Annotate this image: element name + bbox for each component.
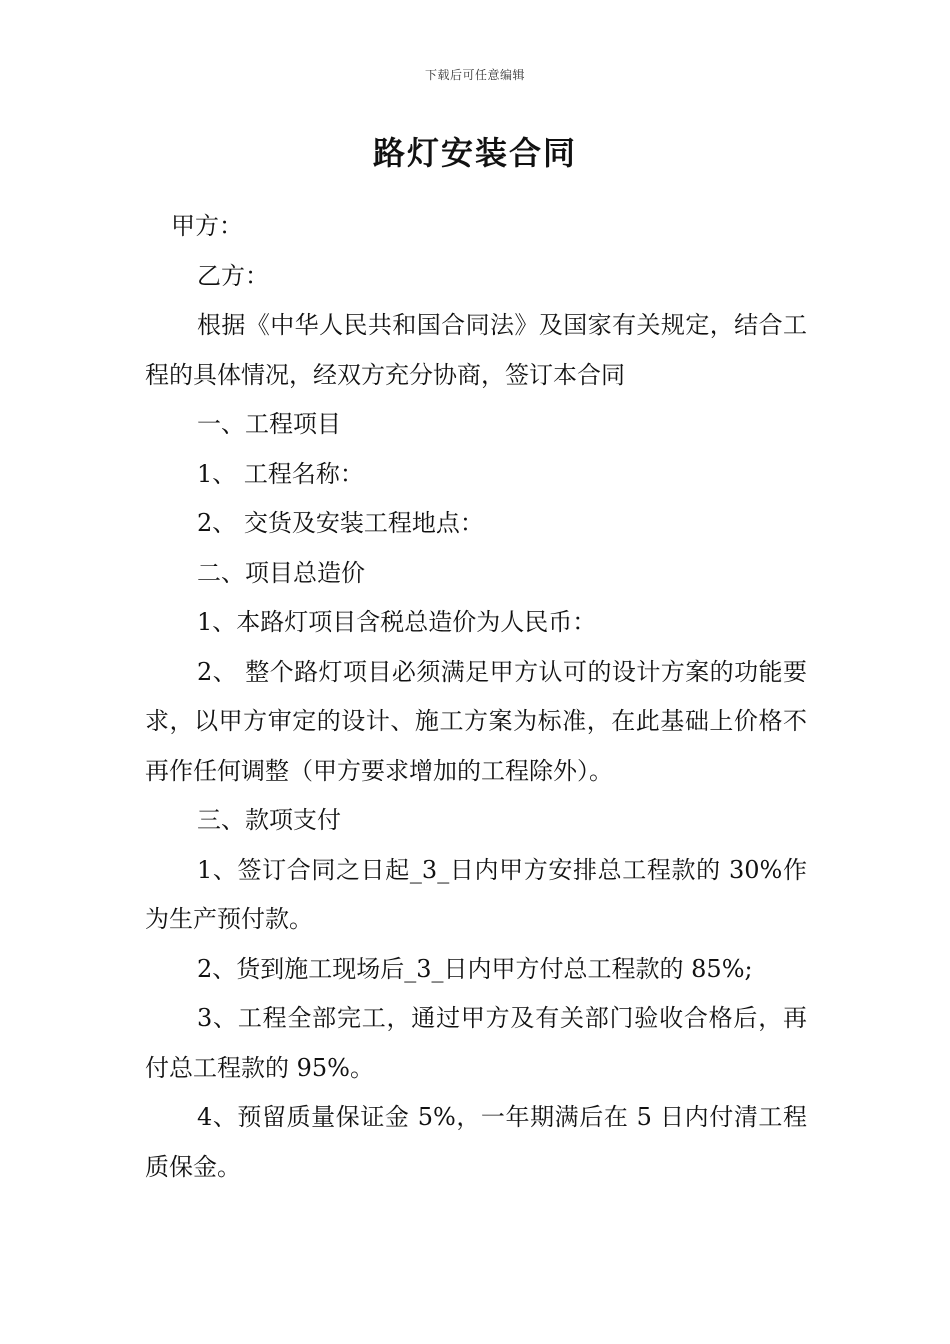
clause-3-3: 3、工程全部完工，通过甲方及有关部门验收合格后，再付总工程款的 95%。: [145, 1004, 807, 1082]
clause-3-1: 1、签订合同之日起_3_日内甲方安排总工程款的 30%作为生产预付款。: [145, 855, 807, 933]
party-a-line: 甲方：: [171, 212, 243, 240]
clause-3-2: 2、货到施工现场后_3_日内甲方付总工程款的 85%;: [197, 954, 753, 983]
document-body: [145, 202, 807, 1192]
preamble-paragraph: 根据《中华人民共和国合同法》及国家有关规定，结合工程的具体情况，经双方充分协商，签订本合同: [145, 311, 807, 389]
section-heading-3: 三、款项支付: [197, 806, 341, 834]
section-heading-2: 二、项目总造价: [197, 558, 365, 587]
clause-2-1: 1、本路灯项目含税总造价为人民币：: [197, 608, 597, 636]
party-b-line: 乙方：: [197, 261, 269, 290]
section-heading-1: 一、工程项目: [197, 410, 341, 438]
document-title: 路灯安装合同: [372, 134, 577, 172]
clause-2-2: 2、 整个路灯项目必须满足甲方认可的设计方案的功能要求，以甲方审定的设计、施工方案为标准，在此基础上价格不再作任何调整（甲方要求增加的工程除外）。: [145, 657, 807, 785]
clause-1-1: 1、 工程名称：: [197, 459, 364, 488]
clause-1-2: 2、 交货及安装工程地点：: [197, 509, 484, 537]
header-note: 下载后可任意编辑: [424, 68, 525, 82]
clause-3-4: 4、预留质量保证金 5%，一年期满后在 5 日内付清工程质保金。: [145, 1103, 807, 1181]
